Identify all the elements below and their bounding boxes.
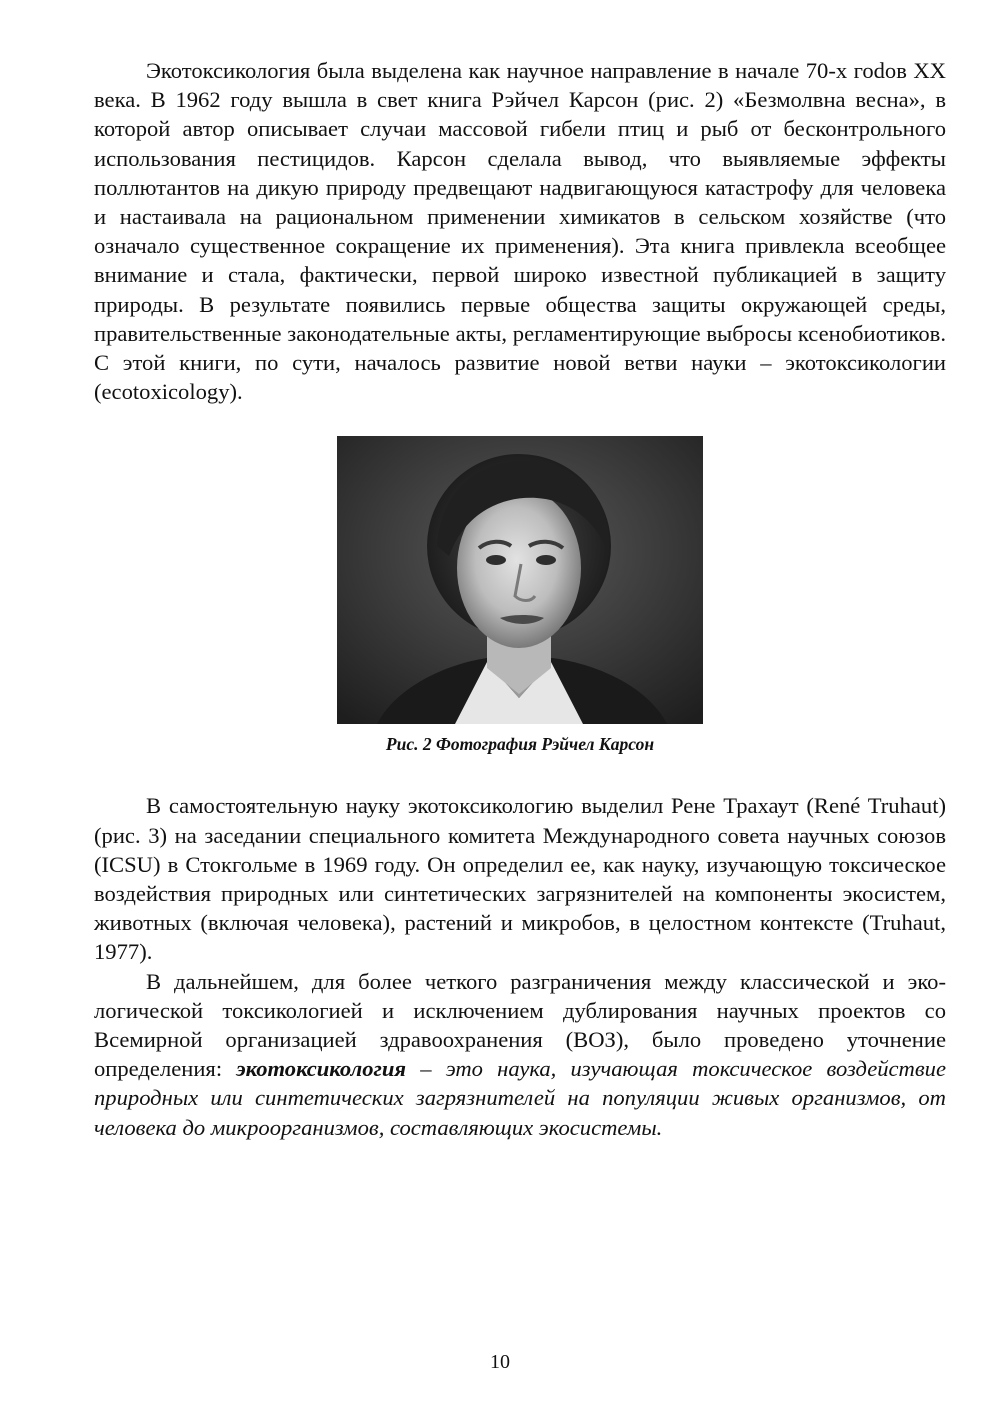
- page-number: 10: [490, 1351, 510, 1373]
- paragraph-carson-book: Экотоксикология была выделена как научное направление в начале 70-х гоdов XX века. В 1962 году вышла в свет книга Рэйчел Карсон (рис. 2) «Безмолвна весна», в которой автор описывает случаи массовой гибели птиц и рыб от бесконтрольного использования пестицидов. Карсон сделала вывод, что выявляемые эффекты поллютантов на дикую природу предвещают надвигающуюся катастрофу для человека и настаивала на рациональном применении химикатов в сельском хозяйстве (что означало существенное сокращение их применения). Эта книга привлекла всеобщее внимание и стала, фактически, первой широко известной публикацией в защиту природы. В результате появились первые общества защиты окружающей среды, правительственные законодательные акты, регламентирующие выбросы ксенобиотиков. С этой книги, по сути, началось развитие новой ветви науки – экотоксикологии (ecotoxicology).: [94, 58, 946, 405]
- figure-carson: [337, 436, 703, 755]
- definition-intro: В дальнейшем, для более четкого разграничения между классической и экологической токсикологией и исключением дублирования научных проектов со Всемирной организацией здравоохранения (ВОЗ), было проведено уточнение определения:: [94, 968, 946, 1082]
- paragraph-truhaut: В самостоятельную науку экотоксикологию выделил Рене Трахаут (René Truhaut) (рис. 3) на заседании специального комитета Международного совета научных союзов (ICSU) в Стокгольме в 1969 году. Он определил ее, как науку, изучающую токсическое воздействия природных или синтетических загрязнителей на компоненты экосистем, животных (включая человека), растений и микробов, в целостном контексте (Truhaut, 1977).: [94, 793, 946, 965]
- figure-caption: Рис. 2 Фотография Рэйчел Карсон: [385, 734, 655, 755]
- page-content: [94, 56, 946, 1142]
- portrait-photo: [337, 436, 703, 724]
- paragraph-definition: [94, 967, 946, 1142]
- definition-text: – это наука, изучающая токсическое воздействие природных или синтетических загрязнителей на популяции живых организмов, от человека до микроорганизмов, составляющих экосистемы.: [94, 1056, 946, 1140]
- definition-term: экотоксикология: [236, 1056, 407, 1082]
